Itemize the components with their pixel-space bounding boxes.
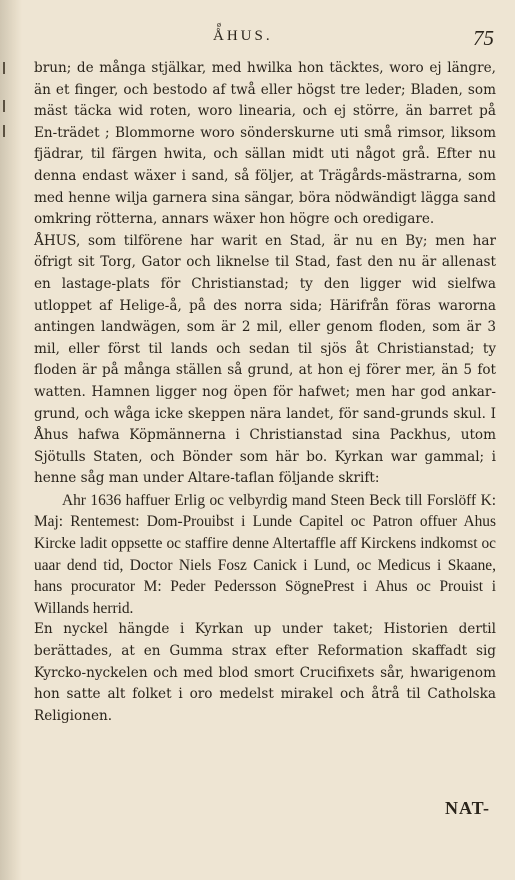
paragraph-key-story: En nyckel hängde i Kyrkan up under taket; Historien dertil berättades, at en Gumma strax efter Reformation skaffadt sig Kyrcko-nyckelen och med blod smort Crucifixets sår, hwarigenom hon satte alt folket i oro medelst mirakel och åtrå til Catholska Religionen. [34,621,496,724]
body-text [34,58,496,727]
gutter-mark [3,100,5,112]
book-page [28,0,508,880]
catchword: NAT- [444,798,490,818]
running-head-ornament: ø [217,20,224,29]
running-title-text: ÅHUS. [213,28,273,44]
altar-inscription: Ahr 1636 haffuer Erlig oc velbyrdig mand Steen Beck till Forslöff K: Maj: Rentemest: Dom-Prouibst i Lunde Capitel oc Patron offuer Ahus Kircke ladit oppsette oc staffire denne Altertaffle aff Kirckens indkomst oc uaar dend tid, Doctor Niels Fosz Canick i Lund, oc Medicus i Skaane, hans procurator M: Peder Pedersson SögnePrest i Ahus oc Prouist i Willands herrid. [34,491,496,617]
binding-gutter [0,0,22,880]
paragraph-ahus: ÅHUS, som tilförene har warit en Stad, är nu en By; men har öfrigt sit Torg, Gator och liknelse til Stad, fast den nu är allenast en lastage-plats för Christianstad; ty den ligger wid sielfwa utloppet af Helige-å, på des norra sida; Härifrån föras warorna antingen landwägen, som är 2 mil, eller genom floden, som är 3 mil, eller först til lands och sedan til sjös åt Christianstad; ty floden är på många ställen så grund, at hon ej förer mer, än 5 fot watten. Hamnen ligger nog öpen för hafwet; men har god ankar-grund, och wåga icke skeppen nära landet, för sand-grunds skul. I Åhus hafwa Köpmännerna i Christianstad sina Packhus, utom Sjötulls Staten, och Bönder som här bo. Kyrkan war gammal; i henne såg man under Altare-taflan följande skrift: [34,232,496,487]
page-number: 75 [473,26,494,50]
gutter-mark [3,62,5,74]
gutter-mark [3,125,5,137]
running-head [28,22,498,52]
paragraph-continuation: brun; de många stjälkar, med hwilka hon täcktes, woro ej längre, än et finger, och bestodo af twå eller högst tre leder; Bladen, som mäst täcka wid roten, woro linearia, och ej större, än barret på En-trädet ; Blommorne woro sönderskurne uti små rimsor, liksom fjädrar, til färgen hwita, och sällan midt uti något grå. Efter nu denna endast wäxer i sand, så följer, at Trägårds-mästrarna, som med henne wilja garnera sina sängar, böra nödwändigt lägga sand omkring rötterna, annars wäxer hon högre och oredigare. [34,60,496,228]
running-title [213,20,273,45]
